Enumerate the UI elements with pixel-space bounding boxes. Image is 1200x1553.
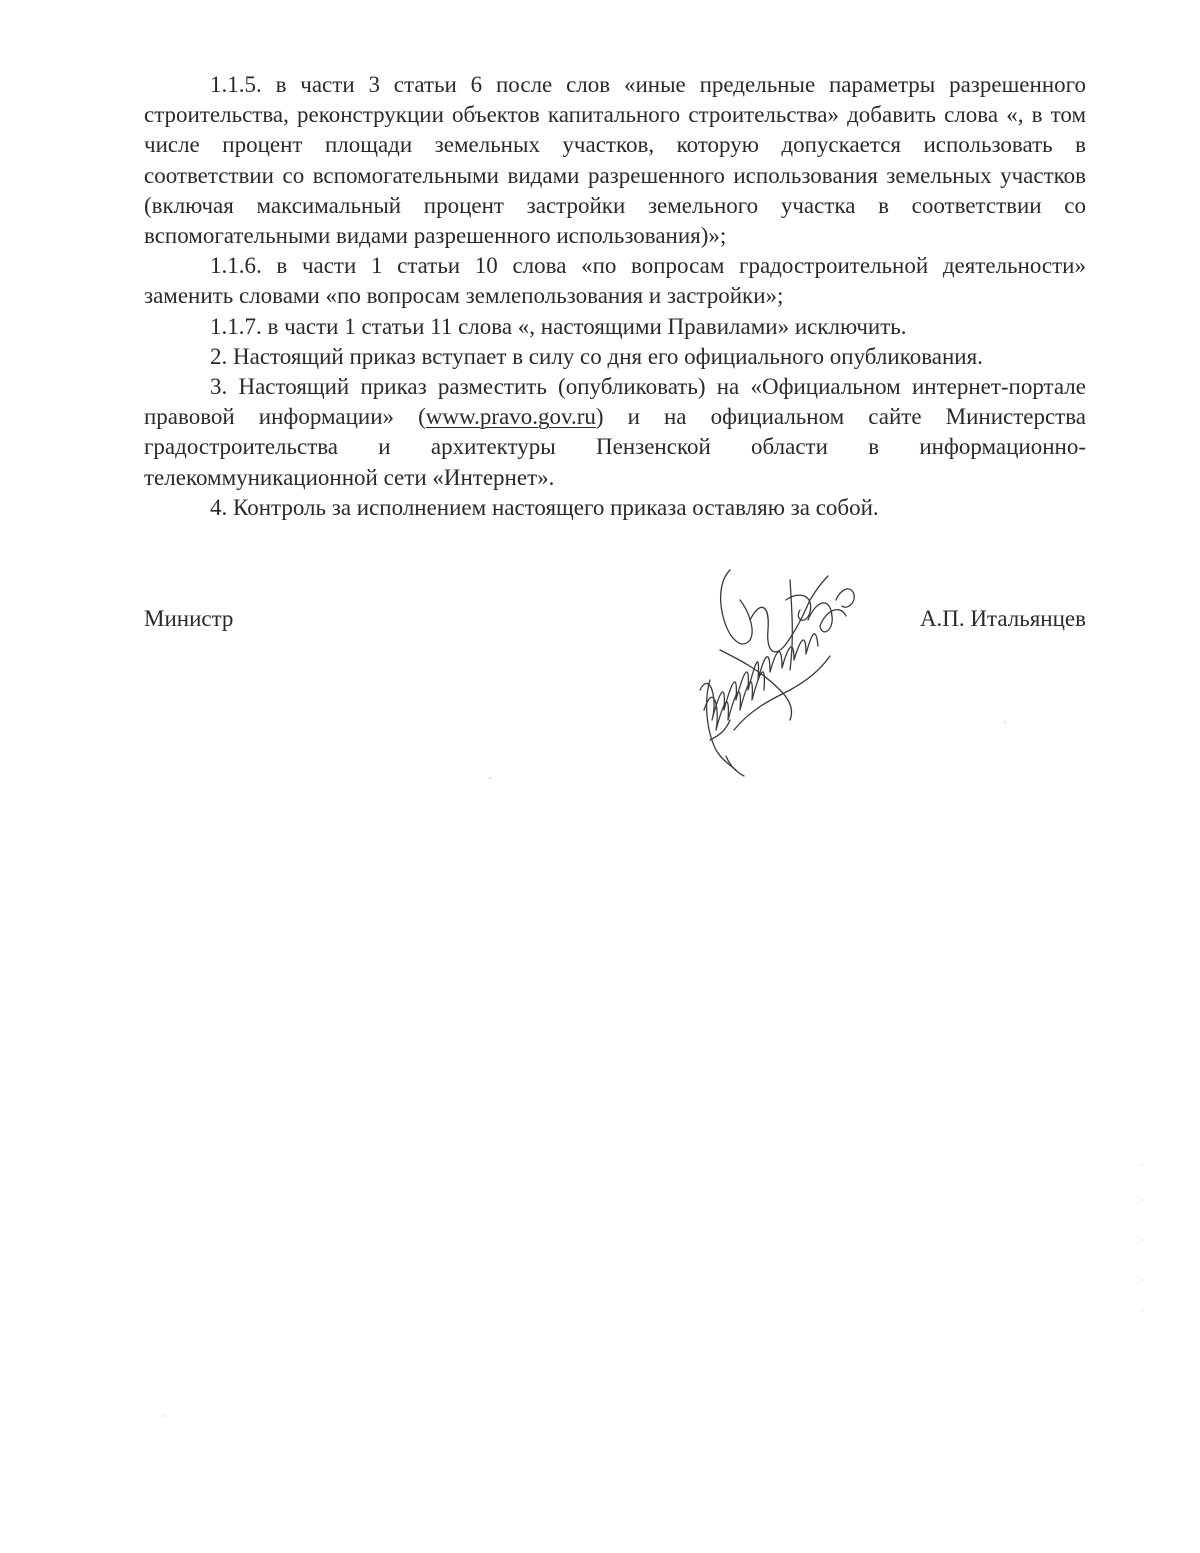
signatory-title: Министр xyxy=(144,606,234,631)
signature-block xyxy=(144,604,1086,644)
paragraph-text: 2. Настоящий приказ вступает в силу со дня его официального опубликования. xyxy=(210,343,983,369)
paragraph-text: ) и на официальном сайте Министерства градостроительства и архитектуры Пензенской области в информационно-телекоммуникационной сети «Интернет». xyxy=(144,404,1086,490)
paragraph-text: 1.1.7. в части 1 статьи 11 слова «, настоящими Правилами» исключить. xyxy=(210,313,907,339)
signatory-name: А.П. Итальянцев xyxy=(919,606,1086,631)
paragraph-1-1-5 xyxy=(144,70,1086,251)
paragraph-text: 1.1.5. в части 3 статьи 6 после слов «иные предельные параметры разрешенного строительства, реконструкции объектов капитального строительства» добавить слова «, в том числе процент площади земельных участков, которую допускается использовать в соответствии со вспомогательными видами разрешенного использования земельных участков (включая максимальный процент застройки земельного участка в соответствии со вспомогательными видами разрешенного использования)»; xyxy=(144,72,1086,249)
paragraph-4 xyxy=(144,493,1086,523)
paragraph-2 xyxy=(144,342,1086,372)
paragraph-1-1-7 xyxy=(144,312,1086,342)
handwritten-signature xyxy=(690,560,870,780)
paragraph-text: 4. Контроль за исполнением настоящего приказа оставляю за собой. xyxy=(210,494,879,520)
paragraph-text: 1.1.6. в части 1 статьи 10 слова «по вопросам градостроительной деятельности» заменить словами «по вопросам землепользования и застройки»; xyxy=(144,253,1086,309)
paragraph-3 xyxy=(144,372,1086,493)
pravo-link[interactable]: www.pravo.gov.ru xyxy=(425,404,596,430)
document-body xyxy=(144,70,1086,523)
paragraph-1-1-6 xyxy=(144,251,1086,311)
paragraph-text: 3. Настоящий приказ разместить (опубликовать) на «Официальном интернет-портале правовой информации» ( xyxy=(144,374,1086,430)
